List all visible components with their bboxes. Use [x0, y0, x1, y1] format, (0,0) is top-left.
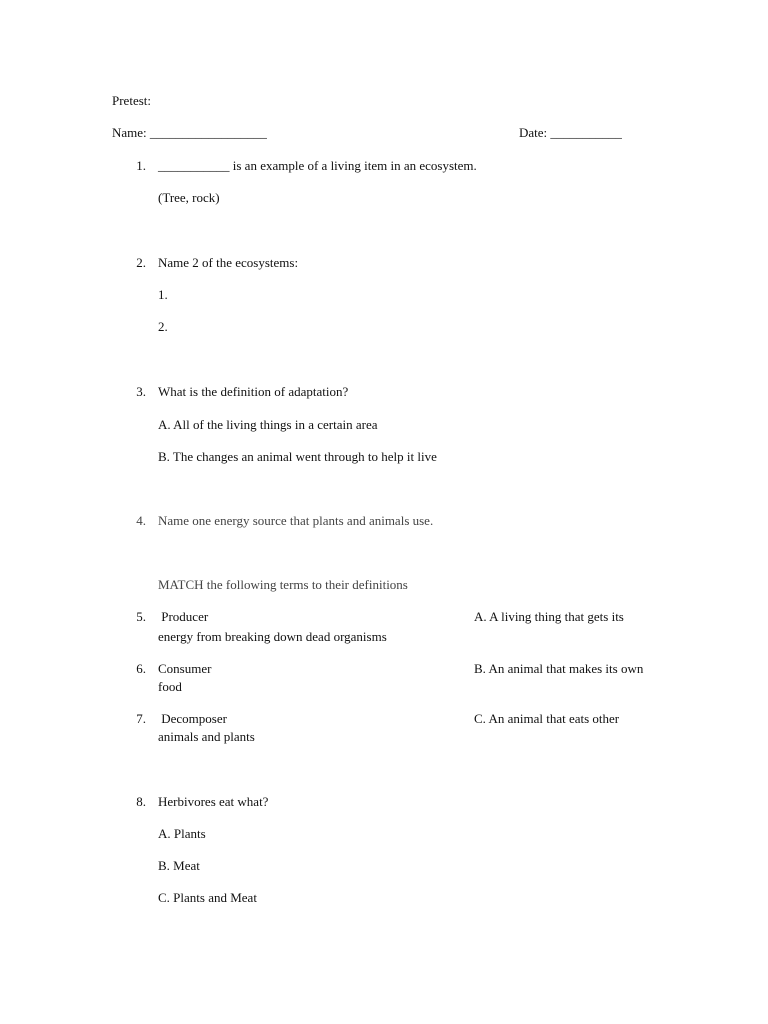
answer-option: A. All of the living things in a certain area — [158, 417, 378, 432]
matching-term: Decomposer — [158, 711, 227, 726]
question-number: 7. — [136, 711, 146, 726]
date-field: Date: ___________ — [519, 125, 622, 140]
matching-definition: A. A living thing that gets its — [474, 609, 624, 624]
question-text: ___________ is an example of a living item in an ecosystem. — [158, 158, 477, 173]
matching-definition: C. An animal that eats other — [474, 711, 620, 726]
question-number: 2. — [136, 255, 146, 270]
name-field: Name: __________________ — [112, 125, 267, 140]
matching-definition-continued: energy from breaking down dead organisms — [158, 629, 387, 644]
answer-blank: 2. — [158, 319, 168, 334]
matching-definition-continued: food — [158, 679, 182, 694]
question-number: 1. — [136, 158, 146, 173]
answer-option: A. Plants — [158, 826, 206, 841]
answer-option: C. Plants and Meat — [158, 890, 257, 905]
answer-option: B. Meat — [158, 858, 200, 873]
question-text: Herbivores eat what? — [158, 794, 269, 809]
matching-term: Consumer — [158, 661, 212, 676]
matching-definition-continued: animals and plants — [158, 729, 255, 744]
matching-definition: B. An animal that makes its own — [474, 661, 644, 676]
question-number: 3. — [136, 384, 146, 399]
question-number: 4. — [136, 513, 146, 528]
question-text: Name 2 of the ecosystems: — [158, 255, 299, 270]
question-number: 8. — [136, 794, 146, 809]
question-hint: (Tree, rock) — [158, 190, 220, 205]
document-title: Pretest: — [112, 93, 151, 108]
answer-blank: 1. — [158, 287, 168, 302]
question-number: 6. — [136, 661, 146, 676]
question-text: Name one energy source that plants and animals use. — [158, 513, 434, 528]
answer-option: B. The changes an animal went through to help it live — [158, 449, 437, 464]
matching-instructions: MATCH the following terms to their definitions — [158, 577, 408, 592]
question-text: What is the definition of adaptation? — [158, 384, 349, 399]
question-number: 5. — [136, 609, 146, 624]
matching-term: Producer — [158, 609, 209, 624]
